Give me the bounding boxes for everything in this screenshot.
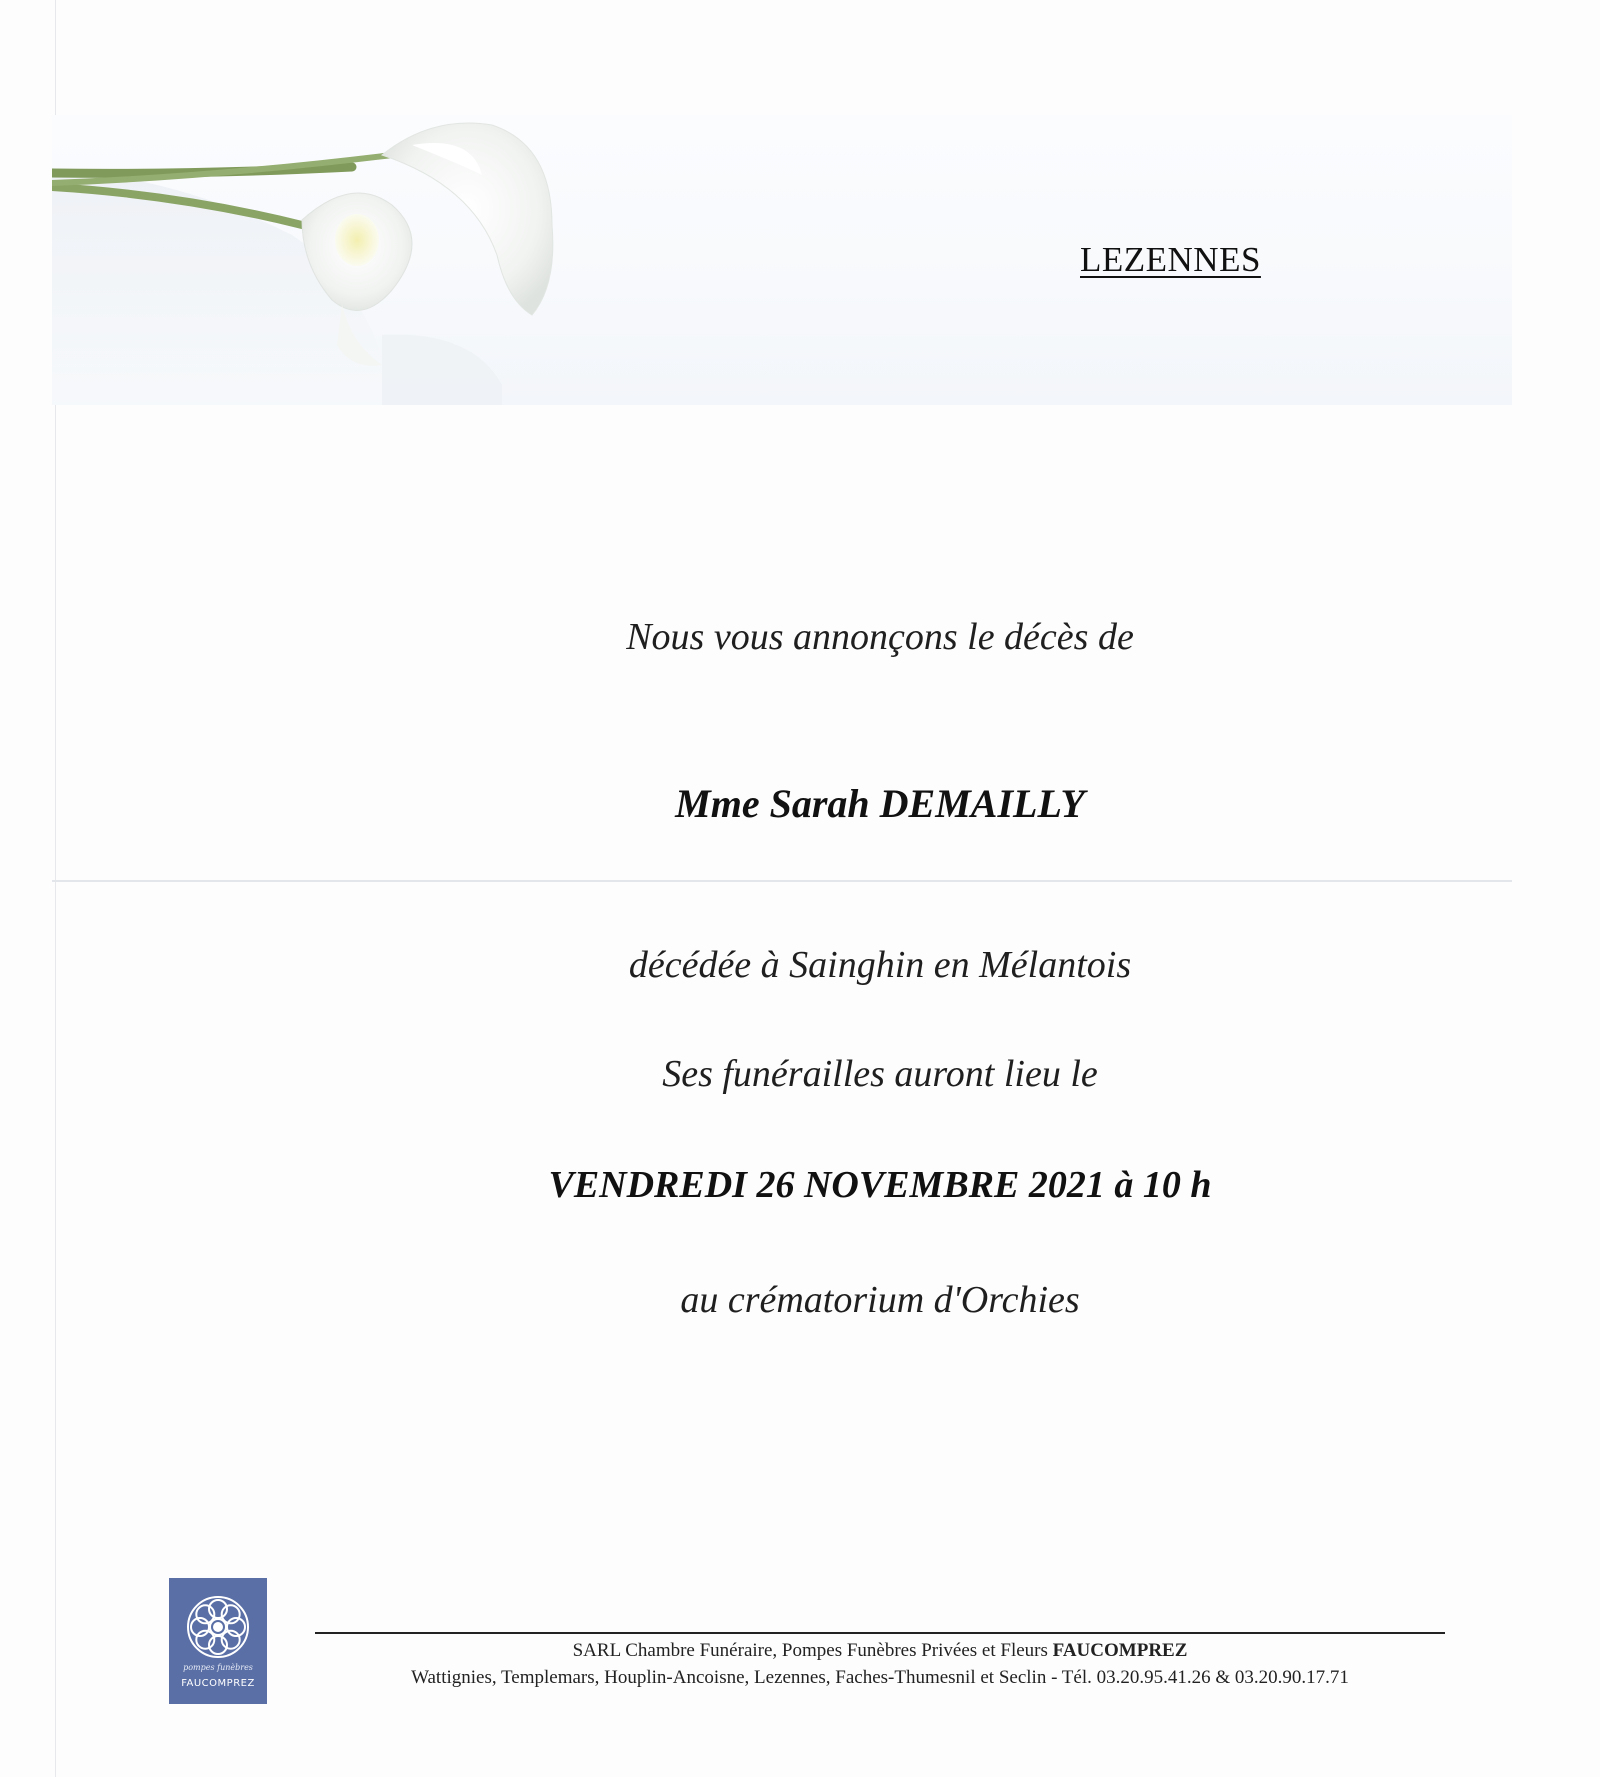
rosette-icon: [183, 1592, 253, 1662]
footer-company-prefix: SARL Chambre Funéraire, Pompes Funèbres Privées et Fleurs: [572, 1640, 1048, 1661]
funeral-date-time: VENDREDI 26 NOVEMBRE 2021 à 10 h: [548, 1164, 1212, 1206]
calla-lily-image: [52, 115, 612, 405]
funeral-venue: au crématorium d'Orchies: [680, 1279, 1080, 1321]
footer-company: [315, 1640, 1445, 1662]
place-of-death: décédée à Sainghin en Mélantois: [628, 944, 1132, 986]
deceased-name: Mme Sarah DEMAILLY: [675, 781, 1085, 826]
logo-tagline: pompes funèbres: [183, 1663, 253, 1672]
footer-divider: [315, 1632, 1445, 1634]
funeral-intro: Ses funérailles auront lieu le: [662, 1053, 1098, 1095]
logo-brand: FAUCOMPREZ: [181, 1678, 255, 1689]
footer-contact: Wattignies, Templemars, Houplin-Ancoisne, Lezennes, Faches-Thumesnil et Seclin - Tél. 03.20.95.41.26 & 03.20.90.17.71: [411, 1667, 1349, 1688]
intro-text: Nous vous annonçons le décès de: [626, 616, 1134, 658]
footer-company-name: FAUCOMPREZ: [1052, 1640, 1188, 1661]
fold-divider: [52, 880, 1512, 882]
location-heading: LEZENNES: [1080, 240, 1261, 279]
funeral-home-logo: [169, 1578, 267, 1704]
